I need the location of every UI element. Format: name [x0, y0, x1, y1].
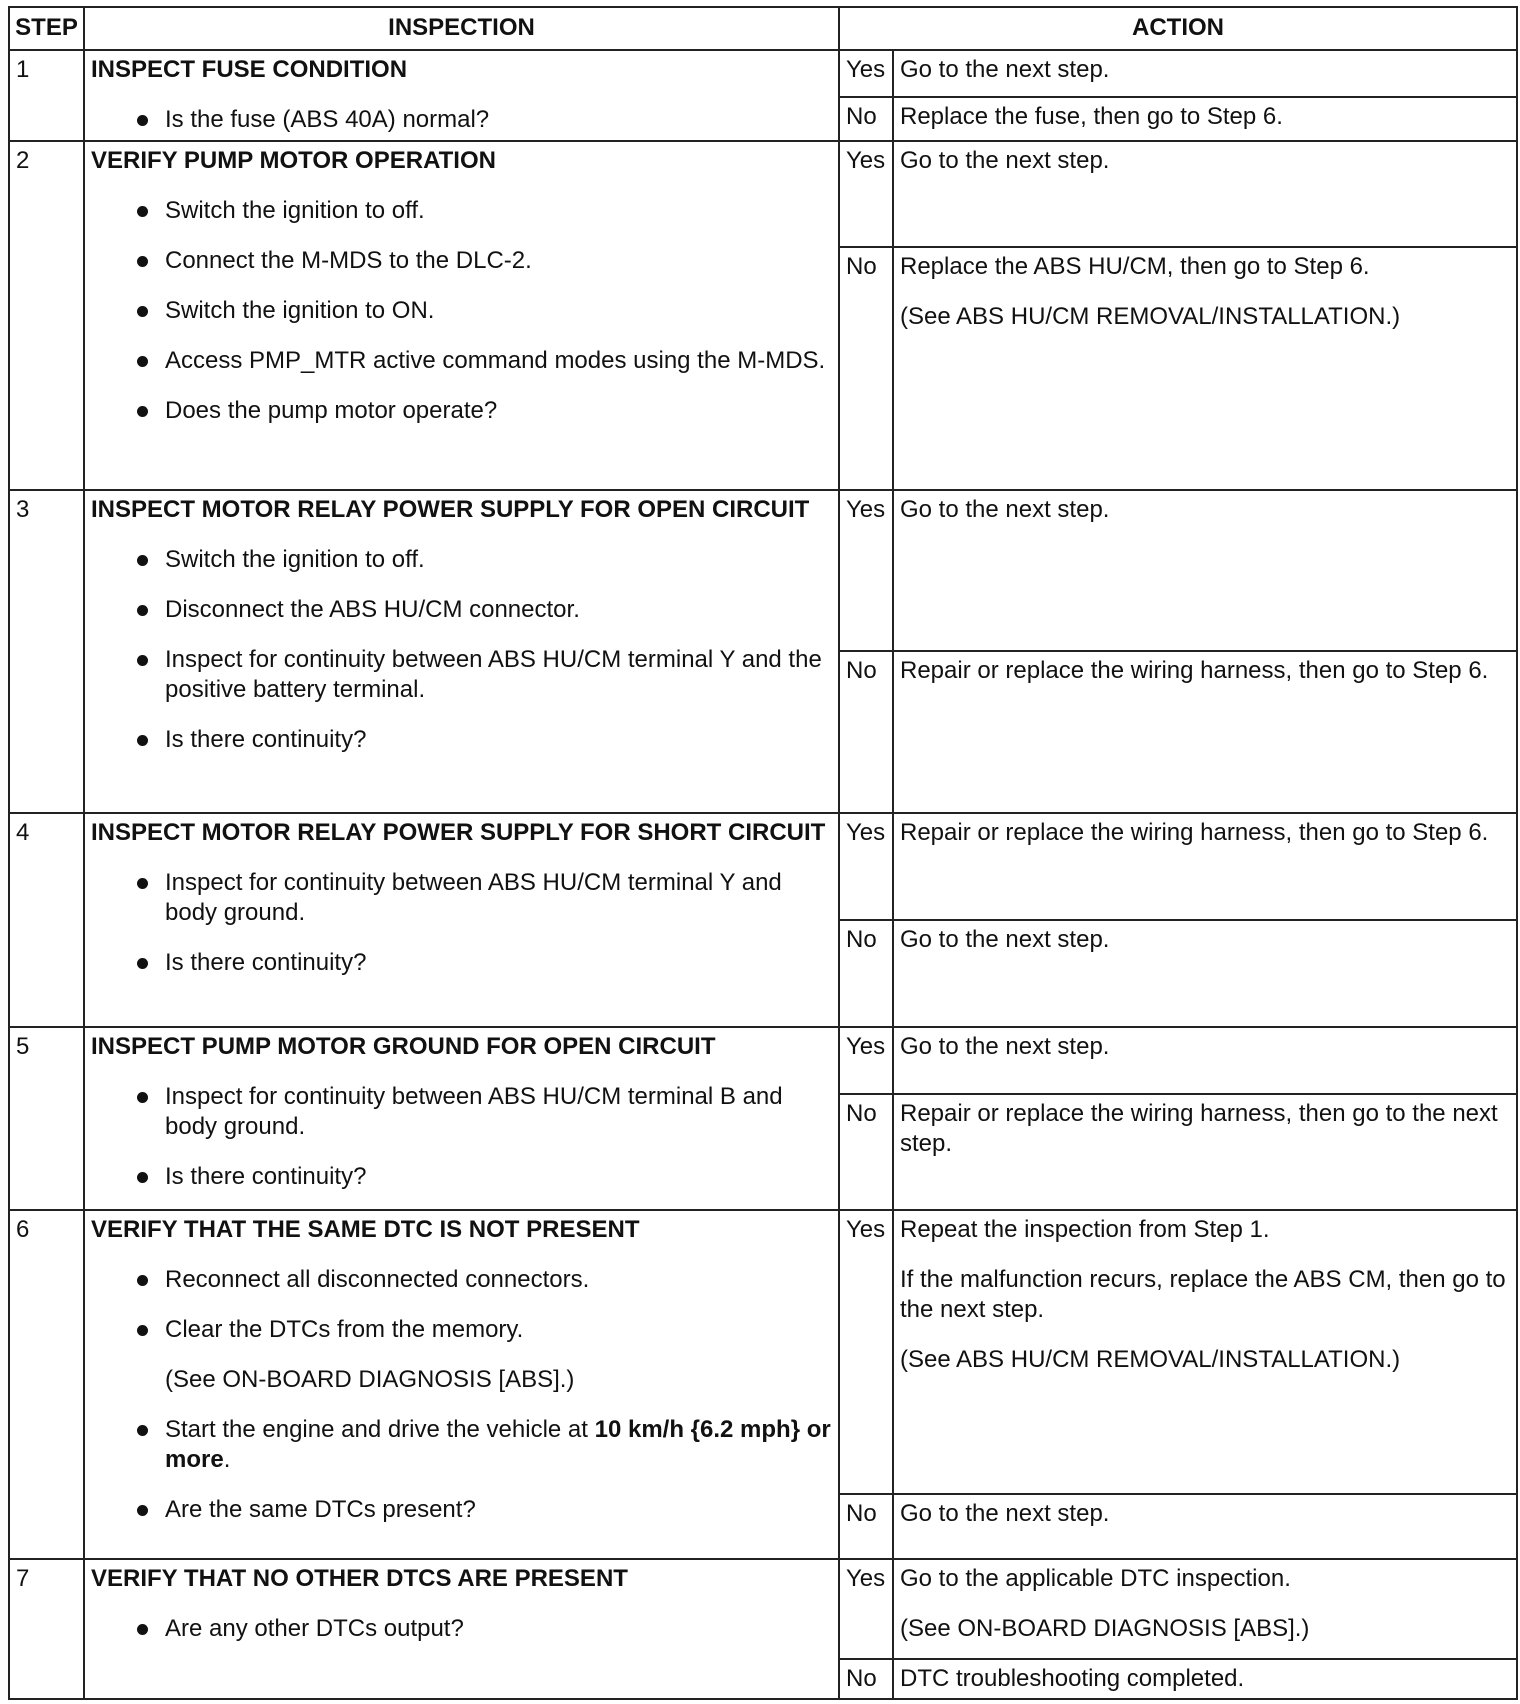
inspection-cell — [84, 1559, 839, 1699]
inspection-item — [91, 1415, 832, 1475]
step-6-yes-row — [9, 1210, 1517, 1494]
inspection-item-text: Reconnect all disconnected connectors. — [165, 1266, 590, 1293]
diagnostic-table — [8, 6, 1518, 1700]
no-label: No — [839, 1494, 893, 1559]
inspection-item — [91, 1614, 832, 1644]
inspection-list — [91, 196, 832, 426]
action-text: Repair or replace the wiring harness, then go to Step 6. — [900, 657, 1489, 684]
action-text: Repair or replace the wiring harness, then go to the next step. — [900, 1100, 1498, 1157]
inspection-item — [91, 868, 832, 928]
inspection-title: INSPECT PUMP MOTOR GROUND FOR OPEN CIRCUIT — [91, 1033, 716, 1060]
inspection-item — [91, 246, 832, 276]
header-row — [9, 7, 1517, 50]
bullet-icon — [137, 555, 148, 566]
inspection-list — [91, 545, 832, 755]
inspection-item — [91, 725, 832, 755]
no-label: No — [839, 97, 893, 141]
step-1-yes-row — [9, 50, 1517, 97]
speed-spec: 10 km/h {6.2 mph} or more — [165, 1416, 831, 1473]
step-5-yes-row — [9, 1027, 1517, 1094]
action-text: Replace the fuse, then go to Step 6. — [900, 103, 1283, 130]
inspection-note — [91, 1365, 832, 1395]
inspection-cell — [84, 1027, 839, 1210]
inspection-cell — [84, 1210, 839, 1559]
action-reference: (See ON-BOARD DIAGNOSIS [ABS].) — [900, 1615, 1310, 1642]
inspection-item-text: Are the same DTCs present? — [165, 1496, 476, 1523]
bullet-icon — [137, 1275, 148, 1286]
inspection-list — [91, 105, 832, 135]
yes-label: Yes — [839, 490, 893, 651]
yes-action — [893, 1210, 1517, 1494]
bullet-icon — [137, 735, 148, 746]
inspection-item — [91, 346, 832, 376]
inspection-item — [91, 595, 832, 625]
header-action: ACTION — [839, 7, 1517, 50]
action-text: If the malfunction recurs, replace the ABS CM, then go to the next step. — [900, 1266, 1506, 1323]
step-number: 7 — [9, 1559, 84, 1699]
step-number: 4 — [9, 813, 84, 1027]
bullet-icon — [137, 1172, 148, 1183]
inspection-item-text: Access PMP_MTR active command modes using the M-MDS. — [165, 347, 826, 374]
inspection-item — [91, 948, 832, 978]
inspection-item — [91, 545, 832, 575]
inspection-item-text: Is there continuity? — [165, 1163, 367, 1190]
bullet-icon — [137, 878, 148, 889]
inspection-list — [91, 1082, 832, 1192]
inspection-item-text: Inspect for continuity between ABS HU/CM terminal B and body ground. — [165, 1083, 783, 1140]
no-action — [893, 651, 1517, 813]
yes-action — [893, 490, 1517, 651]
step-number: 3 — [9, 490, 84, 813]
yes-label: Yes — [839, 813, 893, 920]
bullet-icon — [137, 1425, 148, 1436]
yes-action — [893, 813, 1517, 920]
yes-label: Yes — [839, 50, 893, 97]
inspection-cell — [84, 490, 839, 813]
inspection-title: VERIFY PUMP MOTOR OPERATION — [91, 147, 496, 174]
inspection-title: INSPECT MOTOR RELAY POWER SUPPLY FOR SHORT CIRCUIT — [91, 819, 826, 846]
troubleshooting-sheet — [8, 6, 1516, 1700]
inspection-item-text: Clear the DTCs from the memory. — [165, 1316, 524, 1343]
step-number: 5 — [9, 1027, 84, 1210]
bullet-icon — [137, 605, 148, 616]
inspection-item-text: Switch the ignition to ON. — [165, 297, 435, 324]
action-text: Repair or replace the wiring harness, then go to Step 6. — [900, 819, 1489, 846]
step-2-yes-row — [9, 141, 1517, 247]
no-label: No — [839, 1094, 893, 1210]
inspection-item — [91, 645, 832, 705]
inspection-item — [91, 396, 832, 426]
inspection-item — [91, 1495, 832, 1525]
inspection-item — [91, 196, 832, 226]
inspection-title: INSPECT FUSE CONDITION — [91, 56, 408, 83]
bullet-icon — [137, 1505, 148, 1516]
action-text: Repeat the inspection from Step 1. — [900, 1216, 1270, 1243]
inspection-item — [91, 1082, 832, 1142]
drive-text-prefix: Start the engine and drive the vehicle at — [165, 1416, 595, 1443]
header-inspection: INSPECTION — [84, 7, 839, 50]
inspection-list — [91, 868, 832, 978]
action-text: Go to the next step. — [900, 147, 1110, 174]
no-action — [893, 97, 1517, 141]
action-text: Go to the next step. — [900, 926, 1110, 953]
inspection-item-text: Does the pump motor operate? — [165, 397, 498, 424]
bullet-icon — [137, 306, 148, 317]
action-text: Go to the next step. — [900, 56, 1110, 83]
bullet-icon — [137, 958, 148, 969]
no-label: No — [839, 651, 893, 813]
action-text: DTC troubleshooting completed. — [900, 1665, 1245, 1692]
bullet-icon — [137, 356, 148, 367]
header-step: STEP — [9, 7, 84, 50]
inspection-title: VERIFY THAT NO OTHER DTCS ARE PRESENT — [91, 1565, 628, 1592]
inspection-item-text: Inspect for continuity between ABS HU/CM terminal Y and the positive battery terminal. — [165, 646, 822, 703]
inspection-list — [91, 1614, 832, 1644]
step-7-yes-row — [9, 1559, 1517, 1659]
yes-label: Yes — [839, 1559, 893, 1659]
bullet-icon — [137, 1092, 148, 1103]
inspection-cell — [84, 813, 839, 1027]
inspection-item-text: Is the fuse (ABS 40A) normal? — [165, 106, 490, 133]
bullet-icon — [137, 256, 148, 267]
step-3-yes-row — [9, 490, 1517, 651]
no-label: No — [839, 920, 893, 1027]
inspection-item-text: Switch the ignition to off. — [165, 197, 425, 224]
inspection-item-text: Is there continuity? — [165, 726, 367, 753]
no-action — [893, 1659, 1517, 1699]
bullet-icon — [137, 406, 148, 417]
action-text: Go to the next step. — [900, 1033, 1110, 1060]
no-action — [893, 1494, 1517, 1559]
inspection-item — [91, 1315, 832, 1345]
no-label: No — [839, 1659, 893, 1699]
action-reference: (See ABS HU/CM REMOVAL/INSTALLATION.) — [900, 303, 1401, 330]
inspection-cell — [84, 141, 839, 490]
action-text: Go to the applicable DTC inspection. — [900, 1565, 1291, 1592]
inspection-item — [91, 296, 832, 326]
bullet-icon — [137, 1624, 148, 1635]
inspection-list — [91, 1265, 832, 1525]
inspection-item-text: Switch the ignition to off. — [165, 546, 425, 573]
action-text: Go to the next step. — [900, 496, 1110, 523]
yes-action — [893, 50, 1517, 97]
bullet-icon — [137, 1325, 148, 1336]
yes-label: Yes — [839, 1210, 893, 1494]
no-action — [893, 247, 1517, 490]
bullet-icon — [137, 655, 148, 666]
inspection-title: VERIFY THAT THE SAME DTC IS NOT PRESENT — [91, 1216, 640, 1243]
step-4-yes-row — [9, 813, 1517, 920]
inspection-item-text: Are any other DTCs output? — [165, 1615, 464, 1642]
yes-label: Yes — [839, 141, 893, 247]
inspection-item-text: Is there continuity? — [165, 949, 367, 976]
bullet-icon — [137, 115, 148, 126]
inspection-item — [91, 105, 832, 135]
inspection-item-text: Inspect for continuity between ABS HU/CM terminal Y and body ground. — [165, 869, 782, 926]
step-number: 1 — [9, 50, 84, 141]
inspection-item — [91, 1162, 832, 1192]
no-action — [893, 1094, 1517, 1210]
action-reference: (See ABS HU/CM REMOVAL/INSTALLATION.) — [900, 1346, 1401, 1373]
drive-text-suffix: . — [223, 1446, 231, 1473]
inspection-cell — [84, 50, 839, 141]
yes-action — [893, 1559, 1517, 1659]
step-number: 2 — [9, 141, 84, 490]
no-label: No — [839, 247, 893, 490]
yes-label: Yes — [839, 1027, 893, 1094]
yes-action — [893, 141, 1517, 247]
no-action — [893, 920, 1517, 1027]
inspection-item-text: Disconnect the ABS HU/CM connector. — [165, 596, 580, 623]
action-text: Go to the next step. — [900, 1500, 1110, 1527]
inspection-item — [91, 1265, 832, 1295]
bullet-icon — [137, 206, 148, 217]
action-text: Replace the ABS HU/CM, then go to Step 6. — [900, 253, 1370, 280]
inspection-note-text: (See ON-BOARD DIAGNOSIS [ABS].) — [165, 1366, 575, 1393]
inspection-item-text: Connect the M-MDS to the DLC-2. — [165, 247, 532, 274]
yes-action — [893, 1027, 1517, 1094]
inspection-title: INSPECT MOTOR RELAY POWER SUPPLY FOR OPEN CIRCUIT — [91, 496, 810, 523]
step-number: 6 — [9, 1210, 84, 1559]
